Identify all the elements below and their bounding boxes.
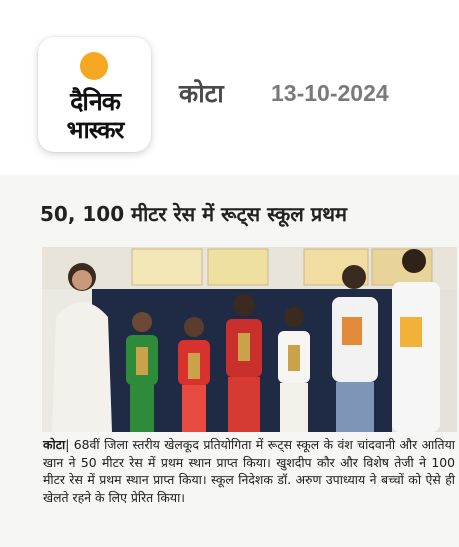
edition-date: 13-10-2024 <box>271 80 389 106</box>
article-headline: 50, 100 मीटर रेस में रूट्स स्कूल प्रथम <box>40 202 347 226</box>
article-place: कोटा <box>43 437 66 452</box>
app-header <box>0 0 459 175</box>
logo-text-line2: भास्कर <box>66 116 124 144</box>
logo-text-line1: दैनिक <box>70 87 120 116</box>
article-body <box>43 436 455 506</box>
article-body-text: | 68वीं जिला स्तरीय खेलकूद प्रतियोगिता में रूट्स स्कूल के वंश चांदवानी और आतिया खान ने 50 मीटर रेस में प्रथम स्थान प्राप्त किया। खुशदीप कौर और विशेष तेजी ने 100 मीटर रेस में प्रथम स्थान प्राप्त किया। स्कूल निदेशक डॉ. अरुण उपाध्याय ने बच्चों को ऐसे ही खेलते रहने के लिए प्रेरित किया। <box>43 437 455 505</box>
group-photo-illustration <box>42 247 457 432</box>
article-photo <box>42 247 457 432</box>
logo-sun-icon <box>80 52 108 80</box>
edition-city: कोटा <box>179 79 224 108</box>
